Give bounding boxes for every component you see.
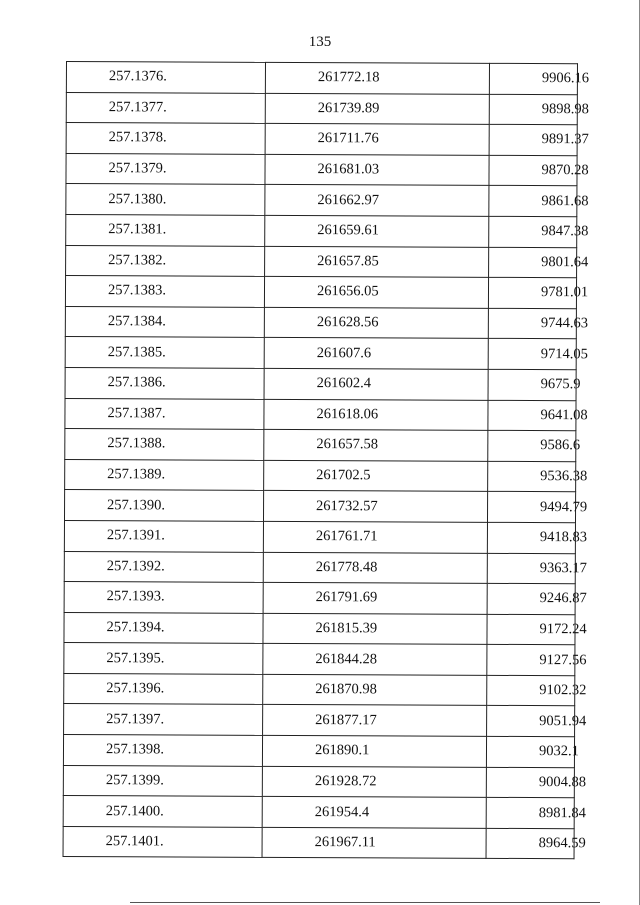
y-coordinate-cell: 9494.79 bbox=[487, 492, 575, 523]
y-coordinate-cell: 9861.68 bbox=[489, 186, 577, 217]
table-row bbox=[63, 826, 574, 859]
x-coordinate-cell: 261791.69 bbox=[263, 582, 487, 614]
table-row bbox=[66, 153, 577, 186]
x-coordinate-cell: 261772.18 bbox=[265, 62, 489, 94]
y-coordinate-cell: 9246.87 bbox=[487, 583, 575, 614]
y-coordinate-cell: 9675.9 bbox=[488, 369, 576, 400]
point-id-cell: 257.1401. bbox=[63, 826, 262, 857]
table-row bbox=[65, 276, 576, 309]
table-row bbox=[64, 520, 575, 553]
point-id-cell: 257.1381. bbox=[66, 214, 265, 245]
point-id-cell: 257.1386. bbox=[65, 367, 264, 398]
table-row bbox=[64, 582, 575, 615]
table-row bbox=[65, 398, 576, 431]
point-id-cell: 257.1385. bbox=[65, 337, 264, 368]
x-coordinate-cell: 261702.5 bbox=[264, 460, 488, 492]
y-coordinate-cell: 9847.38 bbox=[489, 216, 577, 247]
point-id-cell: 257.1379. bbox=[66, 153, 265, 184]
table-row bbox=[63, 765, 574, 798]
point-id-cell: 257.1393. bbox=[64, 582, 263, 613]
x-coordinate-cell: 261711.76 bbox=[265, 124, 489, 156]
point-id-cell: 257.1398. bbox=[63, 735, 262, 766]
table-row bbox=[66, 245, 577, 278]
x-coordinate-cell: 261618.06 bbox=[264, 399, 488, 431]
x-coordinate-cell: 261870.98 bbox=[263, 674, 487, 706]
y-coordinate-cell: 9781.01 bbox=[488, 278, 576, 309]
y-coordinate-cell: 9004.88 bbox=[486, 767, 574, 798]
point-id-cell: 257.1377. bbox=[66, 92, 265, 123]
x-coordinate-cell: 261657.85 bbox=[265, 246, 489, 278]
point-id-cell: 257.1390. bbox=[64, 490, 263, 521]
point-id-cell: 257.1387. bbox=[65, 398, 264, 429]
table-row bbox=[64, 551, 575, 584]
y-coordinate-cell: 9363.17 bbox=[487, 553, 575, 584]
x-coordinate-cell: 261778.48 bbox=[263, 552, 487, 584]
x-coordinate-cell: 261967.11 bbox=[262, 827, 486, 859]
point-id-cell: 257.1388. bbox=[65, 429, 264, 460]
table-row bbox=[66, 123, 577, 156]
point-id-cell: 257.1380. bbox=[66, 184, 265, 215]
table-row bbox=[65, 337, 576, 370]
coordinate-table-body bbox=[63, 62, 590, 860]
y-coordinate-cell: 9641.08 bbox=[488, 400, 576, 431]
y-coordinate-cell: 9172.24 bbox=[487, 614, 575, 645]
y-coordinate-cell: 9586.6 bbox=[488, 430, 576, 461]
point-id-cell: 257.1397. bbox=[64, 704, 263, 735]
point-id-cell: 257.1389. bbox=[65, 459, 264, 490]
table-row bbox=[64, 673, 575, 706]
x-coordinate-cell: 261928.72 bbox=[262, 766, 486, 798]
x-coordinate-cell: 261681.03 bbox=[265, 154, 489, 186]
x-coordinate-cell: 261628.56 bbox=[264, 307, 488, 339]
x-coordinate-cell: 261890.1 bbox=[262, 735, 486, 767]
point-id-cell: 257.1392. bbox=[64, 551, 263, 582]
point-id-cell: 257.1396. bbox=[64, 673, 263, 704]
x-coordinate-cell: 261657.58 bbox=[264, 429, 488, 461]
y-coordinate-cell: 9906.16 bbox=[489, 63, 577, 94]
point-id-cell: 257.1399. bbox=[63, 765, 262, 796]
table-row bbox=[65, 306, 576, 339]
table-row bbox=[64, 704, 575, 737]
y-coordinate-cell: 9102.32 bbox=[487, 675, 575, 706]
y-coordinate-cell: 8981.84 bbox=[486, 798, 574, 829]
coordinate-table-container bbox=[66, 61, 590, 857]
y-coordinate-cell: 9051.94 bbox=[487, 706, 575, 737]
table-row bbox=[63, 735, 574, 768]
table-row bbox=[66, 92, 577, 125]
table-row bbox=[64, 612, 575, 645]
point-id-cell: 257.1395. bbox=[64, 643, 263, 674]
y-coordinate-cell: 9870.28 bbox=[489, 155, 577, 186]
x-coordinate-cell: 261607.6 bbox=[264, 338, 488, 370]
x-coordinate-cell: 261844.28 bbox=[263, 644, 487, 676]
table-row bbox=[66, 214, 577, 247]
table-row bbox=[63, 796, 574, 829]
table-row bbox=[64, 643, 575, 676]
x-coordinate-cell: 261739.89 bbox=[265, 93, 489, 125]
x-coordinate-cell: 261659.61 bbox=[265, 215, 489, 247]
y-coordinate-cell: 9714.05 bbox=[488, 339, 576, 370]
x-coordinate-cell: 261877.17 bbox=[263, 705, 487, 737]
page-number: 135 bbox=[308, 34, 332, 50]
table-row bbox=[65, 367, 576, 400]
bottom-rule bbox=[130, 902, 600, 903]
x-coordinate-cell: 261761.71 bbox=[263, 521, 487, 553]
y-coordinate-cell: 9032.1 bbox=[486, 736, 574, 767]
y-coordinate-cell: 9536.38 bbox=[488, 461, 576, 492]
y-coordinate-cell: 9898.98 bbox=[489, 94, 577, 125]
point-id-cell: 257.1376. bbox=[66, 62, 265, 93]
table-row bbox=[65, 429, 576, 462]
x-coordinate-cell: 261954.4 bbox=[262, 797, 486, 829]
point-id-cell: 257.1378. bbox=[66, 123, 265, 154]
y-coordinate-cell: 9418.83 bbox=[487, 522, 575, 553]
y-coordinate-cell: 9891.37 bbox=[489, 125, 577, 156]
point-id-cell: 257.1382. bbox=[66, 245, 265, 276]
x-coordinate-cell: 261656.05 bbox=[264, 277, 488, 309]
y-coordinate-cell: 9127.56 bbox=[487, 645, 575, 676]
table-row bbox=[66, 184, 577, 217]
x-coordinate-cell: 261732.57 bbox=[263, 491, 487, 523]
table-row bbox=[64, 490, 575, 523]
x-coordinate-cell: 261602.4 bbox=[264, 368, 488, 400]
point-id-cell: 257.1400. bbox=[63, 796, 262, 827]
point-id-cell: 257.1394. bbox=[64, 612, 263, 643]
x-coordinate-cell: 261815.39 bbox=[263, 613, 487, 645]
point-id-cell: 257.1383. bbox=[65, 276, 264, 307]
y-coordinate-cell: 8964.59 bbox=[486, 828, 574, 859]
point-id-cell: 257.1391. bbox=[64, 520, 263, 551]
x-coordinate-cell: 261662.97 bbox=[265, 185, 489, 217]
point-id-cell: 257.1384. bbox=[65, 306, 264, 337]
coordinate-table bbox=[63, 61, 590, 860]
table-row bbox=[66, 62, 577, 95]
y-coordinate-cell: 9744.63 bbox=[488, 308, 576, 339]
y-coordinate-cell: 9801.64 bbox=[489, 247, 577, 278]
table-row bbox=[65, 459, 576, 492]
